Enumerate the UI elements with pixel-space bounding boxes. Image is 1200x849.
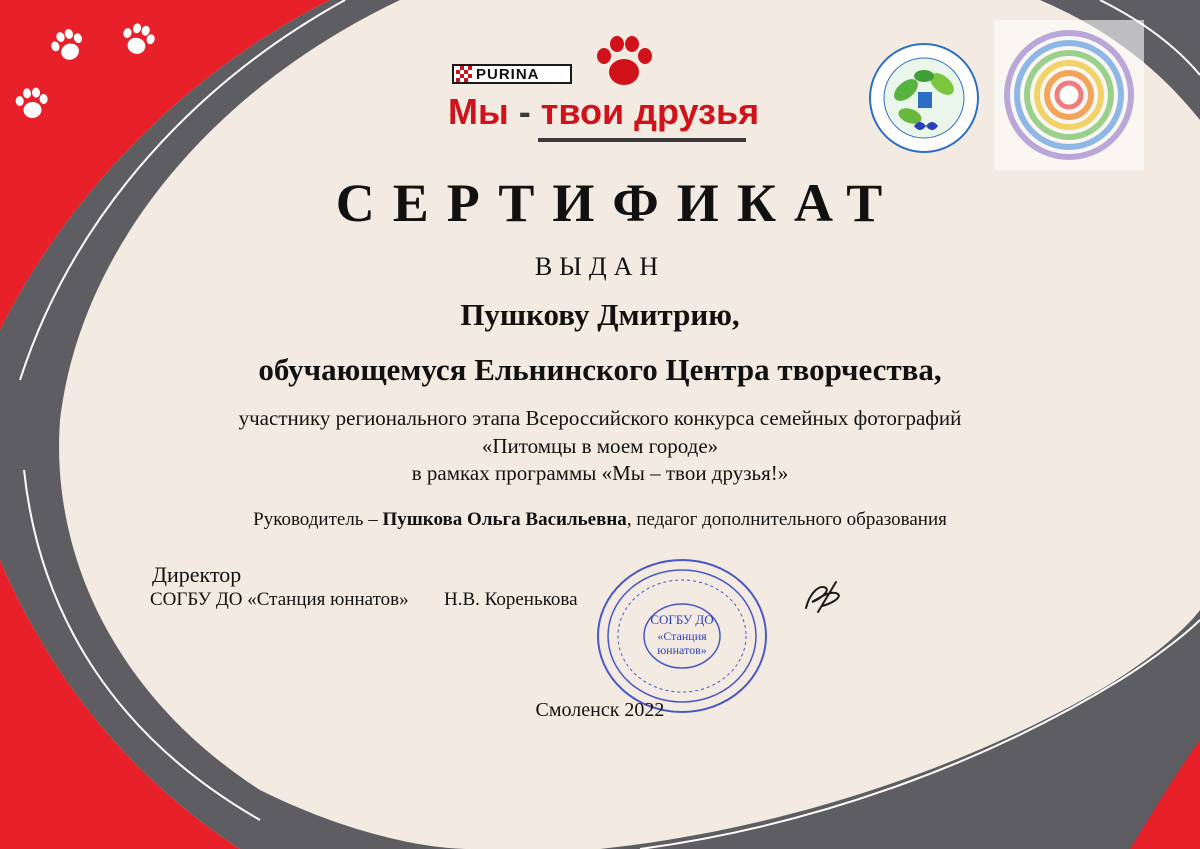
supervisor-name: Пушкова Ольга Васильевна <box>382 509 627 530</box>
brand-logo <box>446 38 766 158</box>
supervisor-line <box>0 508 1200 532</box>
stamp-center-line-1: СОГБУ ДО <box>650 612 714 627</box>
purina-badge <box>452 64 572 84</box>
round-seal <box>592 556 772 716</box>
brand-title: Мы - твои друзья <box>448 91 760 132</box>
recipient-name: Пушкову Дмитрию, <box>460 297 740 332</box>
checkerboard-icon <box>456 66 472 82</box>
signature <box>800 578 846 618</box>
city-year: Смоленск 2022 <box>535 699 665 721</box>
supervisor-prefix: Руководитель – <box>253 509 383 530</box>
director-title: Директор <box>152 562 242 587</box>
description-line-2: «Питомцы в моем городе» <box>481 434 719 458</box>
spiral-logo <box>994 20 1144 170</box>
station-logo <box>866 40 982 156</box>
purina-label: PURINA <box>476 65 540 83</box>
paw-icon <box>594 34 654 90</box>
paw-icon <box>12 86 52 122</box>
description-line-1: участнику регионального этапа Всероссийского конкурса семейных фотографий <box>238 406 962 430</box>
description-line-3: в рамках программы «Мы – твои друзья!» <box>411 461 789 485</box>
stamp-center-line-3: юннатов» <box>657 643 707 657</box>
issued-label: ВЫДАН <box>534 252 666 281</box>
paw-icon <box>118 22 158 58</box>
recipient-affiliation: обучающемуся Ельнинского Центра творчества, <box>258 352 942 387</box>
supervisor-suffix: , педагог дополнительного образования <box>626 509 947 530</box>
certificate-title: СЕРТИФИКАТ <box>335 173 901 233</box>
brand-underline <box>538 138 746 142</box>
director-organization: СОГБУ ДО «Станция юннатов» <box>150 589 409 610</box>
director-name: Н.В. Коренькова <box>444 589 578 610</box>
stamp-center-line-2: «Станция <box>657 629 707 643</box>
paw-icon <box>48 28 88 64</box>
